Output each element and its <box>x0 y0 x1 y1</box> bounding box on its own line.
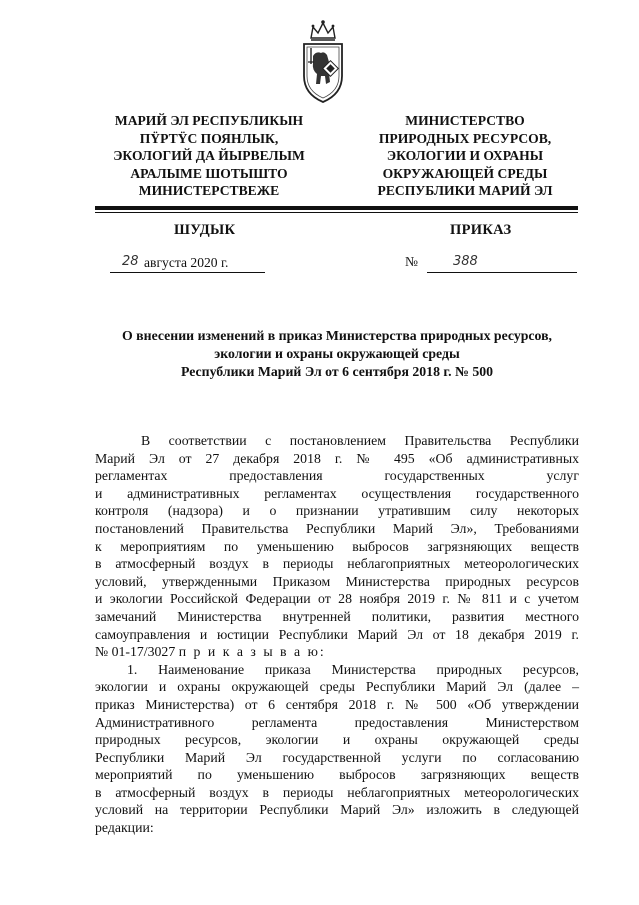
header-left-mari <box>94 112 324 200</box>
document-body <box>95 432 579 837</box>
body-line: 1. Наименование приказа Министерства природных ресурсов, <box>127 661 579 677</box>
number-label: № <box>405 254 418 269</box>
header-left-line: АРАЛЫМЕ ШОТЫШТО <box>130 165 288 181</box>
body-line: экологии и охраны окружающей среды Республики Марий Эл (далее – <box>95 679 579 695</box>
body-line: и экологии Российской Федерации от 28 ноября 2019 г. № 811 и с учетом <box>95 591 579 607</box>
body-line: редакции: <box>95 820 154 836</box>
header-left-line: МИНИСТЕРСТВЕЖЕ <box>138 183 280 198</box>
body-line: постановлений Правительства Республики Марий Эл», Требованиями <box>95 520 579 536</box>
header-right-russian <box>350 112 580 200</box>
doc-type-mari: ШУДЫК <box>174 222 236 238</box>
header-right-line: ПРИРОДНЫХ РЕСУРСОВ, <box>378 130 552 146</box>
doc-type-russian: ПРИКАЗ <box>450 222 512 238</box>
body-line: условий на территории Республики Марий Эл» изложить в следующей <box>95 802 579 818</box>
body-line: контроля (надзора) и о признании утратившим силу некоторых <box>95 503 579 519</box>
body-line-order <box>95 643 579 661</box>
body-line: мероприятий по уменьшению выбросов загрязняющих веществ <box>95 767 579 783</box>
date-day-handwritten: 28 <box>122 254 139 269</box>
order-reference: № 01-17/3027 <box>95 644 176 660</box>
title-line: Республики Марий Эл от 6 сентября 2018 г. № 500 <box>180 364 494 379</box>
header-right-line: РЕСПУБЛИКИ МАРИЙ ЭЛ <box>377 183 553 198</box>
header-right-line: МИНИСТЕРСТВО <box>405 113 525 128</box>
body-line: в атмосферный воздух в периоды неблагоприятных метеорологических <box>95 556 579 572</box>
header-left-line: ЭКОЛОГИЙ ДА ЙЫРВЕЛЫМ <box>113 148 305 163</box>
body-line: в атмосферный воздух в периоды неблагоприятных метеорологических <box>95 784 579 800</box>
header-left-line: ПŸРТŸС ПОЯНЛЫК, <box>139 130 279 146</box>
header-divider-thick <box>95 206 578 210</box>
number-field <box>427 254 577 273</box>
order-word: п р и к а з ы в а ю: <box>178 644 326 660</box>
date-field <box>110 254 265 273</box>
header-right-line: ОКРУЖАЮЩЕЙ СРЕДЫ <box>382 165 548 181</box>
number-handwritten: 388 <box>453 254 478 269</box>
title-line: экологии и охраны окружающей среды <box>214 346 460 361</box>
body-line: приказ Министерства) от 6 сентября 2018 г. № 500 «Об утверждении <box>95 696 579 712</box>
body-line: Административного регламента предоставления Министерством <box>95 714 579 730</box>
coat-of-arms-emblem <box>298 18 348 104</box>
body-line: самоуправления и юстиции Республики Марий Эл от 18 декабря 2019 г. <box>95 626 579 642</box>
header-right-line: ЭКОЛОГИИ И ОХРАНЫ <box>386 148 544 163</box>
document-title <box>95 327 579 381</box>
header-divider-thin <box>95 212 578 213</box>
header-left-line: МАРИЙ ЭЛ РЕСПУБЛИКЫН <box>114 113 304 128</box>
body-line: В соответствии с постановлением Правительства Республики <box>141 433 579 448</box>
body-line: Марий Эл от 27 декабря 2018 г. № 495 «Об административных <box>95 450 579 466</box>
body-line: к мероприятиям по уменьшению выбросов загрязняющих веществ <box>95 538 579 554</box>
body-line: Республики Марий Эл государственной услуги по согласованию <box>95 749 579 765</box>
body-line: условий, утвержденными Приказом Министерства природных ресурсов <box>95 573 579 589</box>
body-line: природных ресурсов, экологии и охраны окружающей среды <box>95 732 579 748</box>
body-line: и административных регламентах осуществления государственного <box>95 485 579 501</box>
date-month-year: августа 2020 г. <box>144 255 229 270</box>
title-line: О внесении изменений в приказ Министерства природных ресурсов, <box>121 328 552 343</box>
body-line: замечаний Министерства внутренней политики, развития местного <box>95 608 579 624</box>
body-line: регламентах предоставления государственных услуг <box>95 468 579 484</box>
